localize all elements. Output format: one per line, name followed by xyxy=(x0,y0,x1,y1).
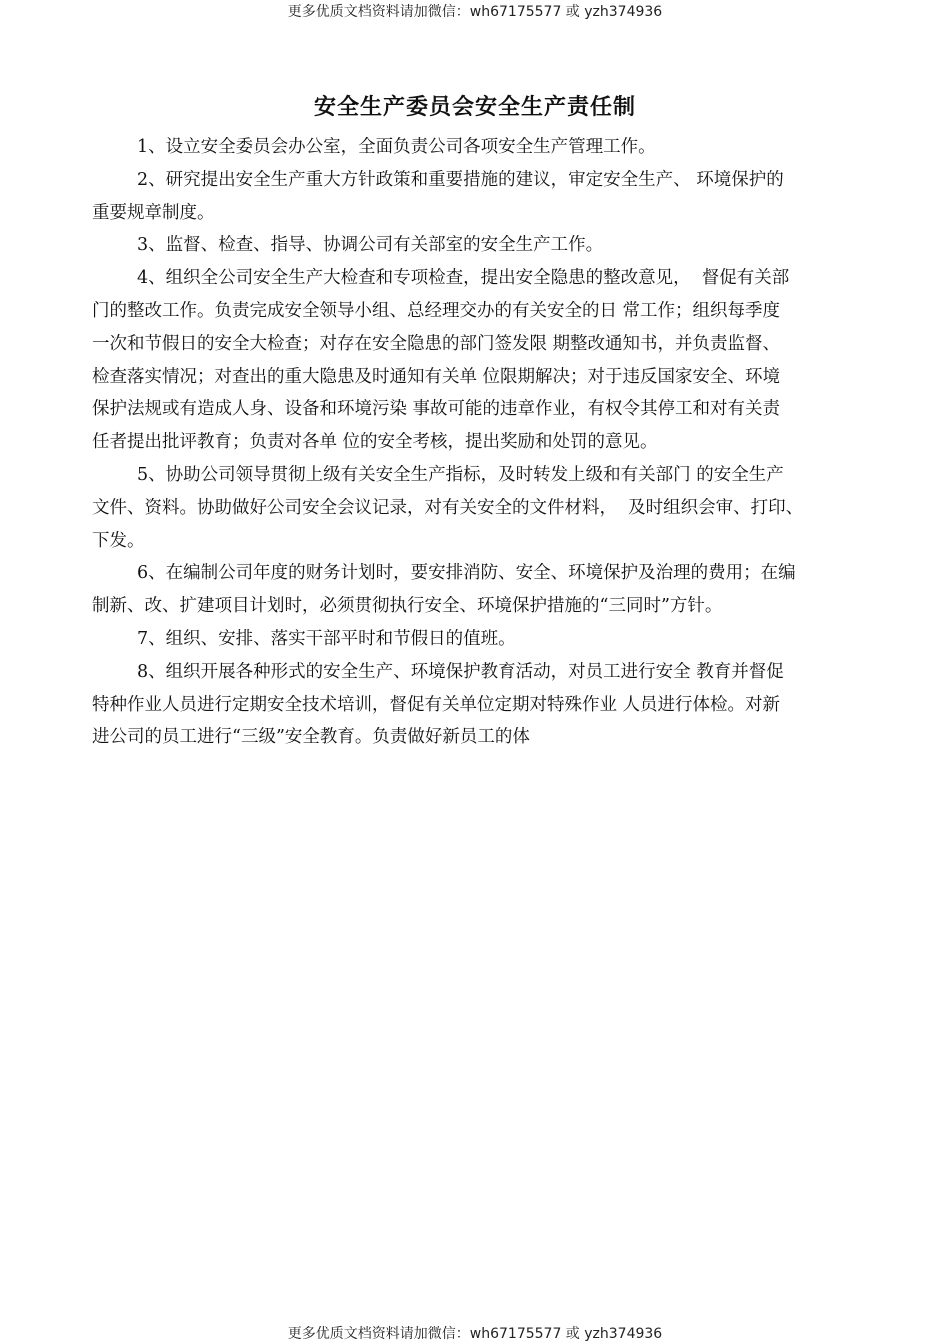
paragraph-8 xyxy=(92,656,872,754)
paragraph-line: 任者提出批评教育；负责对各单 位的安全考核，提出奖励和处罚的意见。 xyxy=(92,432,658,453)
paragraph-line: 8、组织开展各种形式的安全生产、环境保护教育活动，对员工进行安全 教育并督促 xyxy=(137,661,784,682)
paragraph-2 xyxy=(92,164,872,230)
paragraph-4 xyxy=(92,262,872,459)
paragraph-7 xyxy=(92,623,872,656)
paragraph-line: 下发。 xyxy=(92,530,145,551)
paragraph-6 xyxy=(92,557,872,623)
paragraph-line: 5、协助公司领导贯彻上级有关安全生产指标，及时转发上级和有关部门 的安全生产 xyxy=(137,464,784,485)
document-title: 安全生产委员会安全生产责任制 xyxy=(313,95,636,120)
paragraph-line: 特种作业人员进行定期安全技术培训，督促有关单位定期对特殊作业 人员进行体检。对新 xyxy=(92,694,781,715)
paragraph-line: 制新、改、扩建项目计划时，必须贯彻执行安全、环境保护措施的“三同时”方针。 xyxy=(92,596,723,617)
paragraph-line: 4、组织全公司安全生产大检查和专项检查，提出安全隐患的整改意见， 督促有关部 xyxy=(137,268,790,289)
paragraph-3 xyxy=(92,229,872,262)
paragraph-line: 7、组织、安排、落实干部平时和节假日的值班。 xyxy=(137,628,516,649)
watermark-footer: 更多优质文档资料请加微信：wh67175577 或 yzh374936 xyxy=(287,1326,663,1342)
paragraph-line: 保护法规或有造成人身、设备和环境污染 事故可能的违章作业，有权令其停工和对有关责 xyxy=(92,399,781,420)
paragraph-5 xyxy=(92,459,872,557)
paragraph-line: 重要规章制度。 xyxy=(92,202,215,223)
paragraph-line: 检查落实情况；对查出的重大隐患及时通知有关单 位限期解决；对于违反国家安全、环境 xyxy=(92,366,781,387)
paragraph-1 xyxy=(92,131,872,164)
paragraph-line: 门的整改工作。负责完成安全领导小组、总经理交办的有关安全的日 常工作；组织每季度 xyxy=(92,300,781,321)
paragraph-line: 文件、资料。协助做好公司安全会议记录，对有关安全的文件材料， 及时组织会审、打印、 xyxy=(92,497,804,518)
paragraph-line: 2、研究提出安全生产重大方针政策和重要措施的建议，审定安全生产、 环境保护的 xyxy=(137,169,784,190)
paragraph-line: 6、在编制公司年度的财务计划时，要安排消防、安全、环境保护及治理的费用；在编 xyxy=(137,563,796,584)
paragraph-line: 一次和节假日的安全大检查；对存在安全隐患的部门签发限 期整改通知书，并负责监督、 xyxy=(92,333,781,354)
paragraph-line: 3、监督、检查、指导、协调公司有关部室的安全生产工作。 xyxy=(137,235,604,256)
paragraph-line: 1、设立安全委员会办公室，全面负责公司各项安全生产管理工作。 xyxy=(137,137,656,157)
paragraph-line: 进公司的员工进行“三级”安全教育。负责做好新员工的体 xyxy=(92,727,530,748)
document-body xyxy=(92,131,872,754)
watermark-header: 更多优质文档资料请加微信：wh67175577 或 yzh374936 xyxy=(287,4,663,20)
